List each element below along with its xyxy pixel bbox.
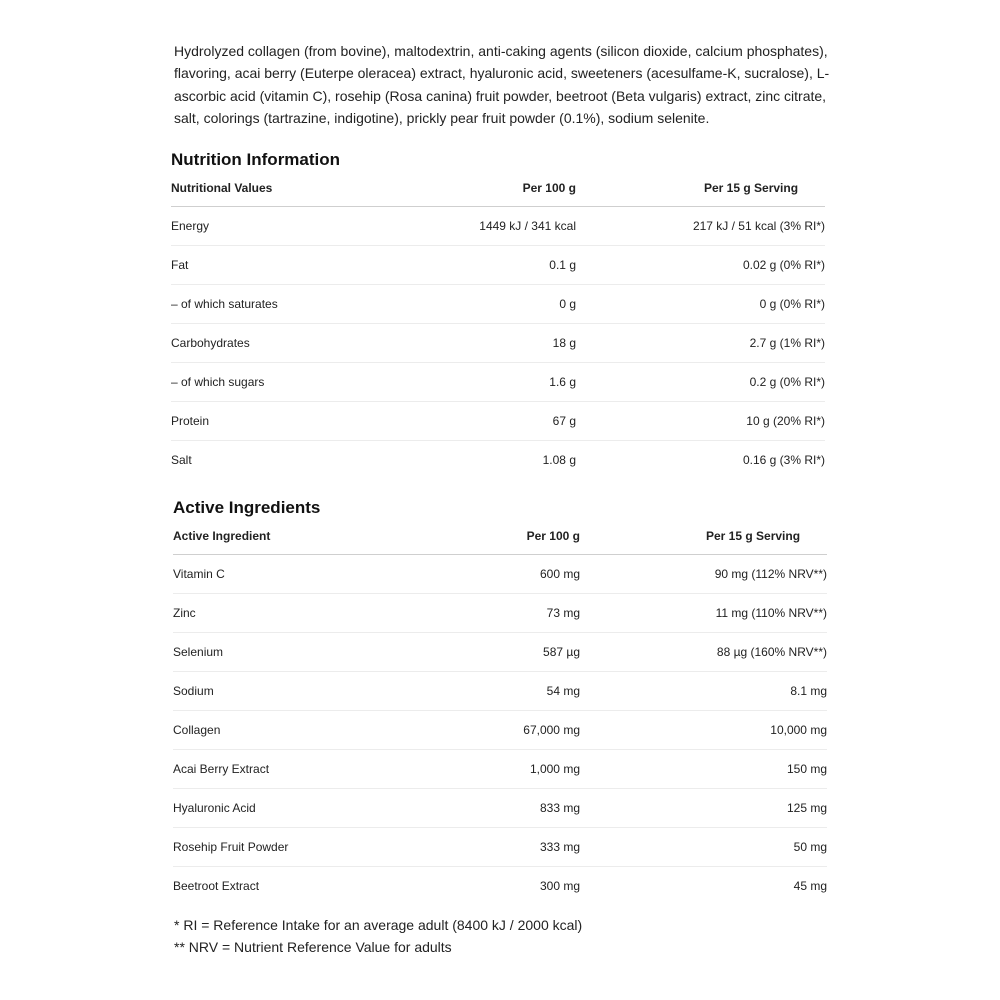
per-100g-value: 587 µg — [433, 633, 580, 672]
column-header: Per 100 g — [431, 174, 576, 207]
column-header: Nutritional Values — [171, 174, 431, 207]
table-row — [173, 672, 827, 711]
table-row — [173, 750, 827, 789]
column-header: Per 15 g Serving — [580, 522, 827, 555]
active-ingredients-table — [173, 522, 827, 905]
per-100g-value: 833 mg — [433, 789, 580, 828]
per-serving-value: 45 mg — [793, 879, 827, 893]
per-serving-value: 90 mg (112% NRV**) — [580, 555, 827, 594]
table-row — [171, 441, 825, 480]
nutrient-name: – of which saturates — [171, 285, 431, 324]
per-serving-value: 0 g (0% RI*) — [576, 285, 825, 324]
table-row — [173, 711, 827, 750]
nutrient-name: Salt — [171, 453, 192, 467]
table-row — [171, 285, 825, 324]
ingredient-name: Acai Berry Extract — [173, 750, 433, 789]
per-serving-value: 0.02 g (0% RI*) — [576, 246, 825, 285]
table-row — [171, 207, 825, 246]
footnotes — [174, 914, 582, 958]
footnote-nrv: ** NRV = Nutrient Reference Value for adults — [174, 939, 452, 955]
per-100g-value: 67,000 mg — [433, 711, 580, 750]
per-100g-value: 1449 kJ / 341 kcal — [431, 207, 576, 246]
ingredient-name: Vitamin C — [173, 555, 433, 594]
ingredient-name: Selenium — [173, 633, 433, 672]
nutrition-table — [171, 174, 825, 479]
per-serving-value: 125 mg — [580, 789, 827, 828]
per-100g-value: 300 mg — [539, 879, 580, 893]
per-100g-value: 67 g — [431, 402, 576, 441]
table-header-row — [171, 174, 825, 207]
nutrient-name: Energy — [171, 207, 431, 246]
per-100g-value: 600 mg — [433, 555, 580, 594]
per-serving-value: 88 µg (160% NRV**) — [580, 633, 827, 672]
nutrition-title: Nutrition Information — [171, 150, 341, 169]
per-serving-value: 0.2 g (0% RI*) — [576, 363, 825, 402]
nutrient-name: Carbohydrates — [171, 324, 431, 363]
per-serving-value: 11 mg (110% NRV**) — [580, 594, 827, 633]
per-100g-value: 1.6 g — [431, 363, 576, 402]
per-serving-value: 10 g (20% RI*) — [576, 402, 825, 441]
nutrient-name: – of which sugars — [171, 363, 431, 402]
per-100g-value: 1,000 mg — [433, 750, 580, 789]
table-row — [173, 594, 827, 633]
per-100g-value: 1.08 g — [542, 453, 576, 467]
footnote-ri: * RI = Reference Intake for an average adult (8400 kJ / 2000 kcal) — [174, 917, 583, 933]
table-row — [171, 324, 825, 363]
ingredient-name: Hyaluronic Acid — [173, 789, 433, 828]
ingredient-name: Rosehip Fruit Powder — [173, 828, 433, 867]
column-header: Per 15 g Serving — [576, 174, 825, 207]
per-serving-value: 50 mg — [580, 828, 827, 867]
per-100g-value: 54 mg — [433, 672, 580, 711]
per-serving-value: 2.7 g (1% RI*) — [576, 324, 825, 363]
table-row — [173, 555, 827, 594]
nutrient-name: Protein — [171, 402, 431, 441]
column-header: Per 100 g — [433, 522, 580, 555]
ingredient-name: Zinc — [173, 594, 433, 633]
per-serving-value: 0.16 g (3% RI*) — [742, 453, 825, 467]
per-serving-value: 150 mg — [580, 750, 827, 789]
ingredients-list: Hydrolyzed collagen (from bovine), maltodextrin, anti-caking agents (silicon dioxide, calcium phosphates), flavoring, acai berry (Euterpe oleracea) extract, hyaluronic acid, sweeteners (acesulfame-K, sucralose), L-ascorbic acid (vitamin C), rosehip (Rosa canina) fruit powder, beetroot (Beta vulgaris) extract, zinc citrate, salt, colorings (tartrazine, indigotine), prickly pear fruit powder (0.1%), sodium selenite. — [174, 43, 830, 126]
active-ingredients-title: Active Ingredients — [173, 498, 321, 517]
table-row — [173, 789, 827, 828]
table-row — [171, 363, 825, 402]
per-serving-value: 8.1 mg — [580, 672, 827, 711]
table-row — [171, 402, 825, 441]
ingredient-name: Beetroot Extract — [173, 879, 260, 893]
per-100g-value: 73 mg — [433, 594, 580, 633]
per-100g-value: 0 g — [431, 285, 576, 324]
per-serving-value: 10,000 mg — [580, 711, 827, 750]
per-100g-value: 0.1 g — [431, 246, 576, 285]
table-row — [173, 633, 827, 672]
ingredient-name: Sodium — [173, 672, 433, 711]
table-row — [173, 828, 827, 867]
nutrient-name: Fat — [171, 246, 431, 285]
table-row — [173, 867, 827, 906]
table-row — [171, 246, 825, 285]
per-100g-value: 18 g — [431, 324, 576, 363]
ingredient-name: Collagen — [173, 711, 433, 750]
per-100g-value: 333 mg — [433, 828, 580, 867]
per-serving-value: 217 kJ / 51 kcal (3% RI*) — [576, 207, 825, 246]
table-header-row — [173, 522, 827, 555]
column-header: Active Ingredient — [173, 522, 433, 555]
